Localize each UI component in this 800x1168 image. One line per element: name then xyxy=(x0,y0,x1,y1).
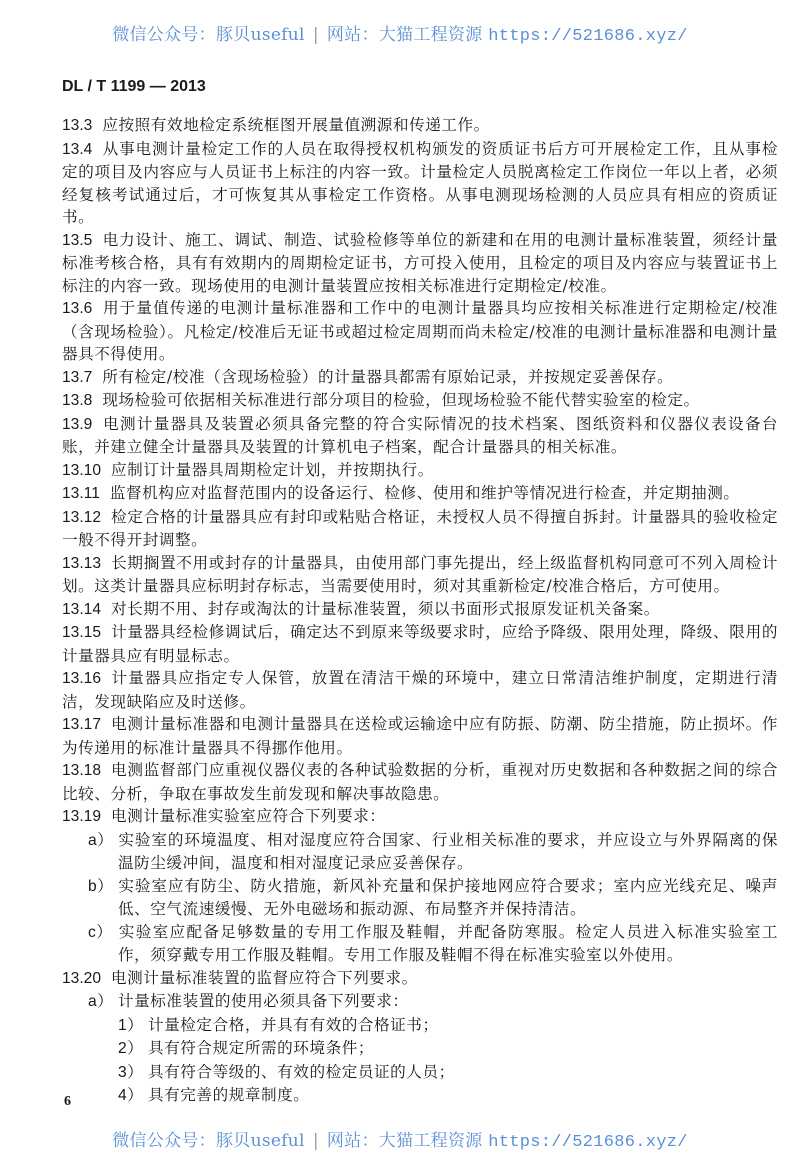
clause-text: 电测计量标准装置的监督应符合下列要求。 xyxy=(111,968,418,987)
clause-13-20-subitem xyxy=(62,1061,778,1085)
item-label: 3） xyxy=(118,1063,144,1081)
clause-13-17 xyxy=(62,713,778,759)
clause-text: 用于量值传递的电测计量标准器和工作中的电测计量器具均应按相关标准进行定期检定/校准（含现场检验）。凡检定/校准后无证书或超过检定周期而尚未检定/校准的电测计量标准器和电测计量器具不得使用。 xyxy=(62,299,778,363)
item-text: 计量标准装置的使用必须具备下列要求： xyxy=(118,992,409,1010)
item-label: c） xyxy=(88,923,113,941)
clause-number: 13.20 xyxy=(62,969,102,987)
item-text: 具有完善的规章制度。 xyxy=(148,1086,310,1104)
watermark-bottom xyxy=(0,1126,800,1152)
clause-13-7 xyxy=(62,366,778,390)
watermark-top xyxy=(0,20,800,46)
clause-number: 13.19 xyxy=(62,808,102,825)
item-label: 4） xyxy=(118,1087,144,1104)
clause-13-19-item xyxy=(62,875,778,921)
clause-number: 13.9 xyxy=(62,415,93,433)
clause-text: 监督机构应对监督范围内的设备运行、检修、使用和维护等情况进行检查，并定期抽测。 xyxy=(109,484,740,502)
clause-13-20-subitem xyxy=(62,1014,778,1038)
watermark-site: 网站：大猫工程资源 xyxy=(326,1131,483,1151)
clause-text: 从事电测计量检定工作的人员在取得授权机构颁发的资质证书后方可开展检定工作，且从事检定的项目及内容应与人员证书上标注的内容一致。计量检定人员脱离检定工作岗位一年以上者，必须经复核考试通过后，才可恢复其从事检定工作资格。从事电测现场检测的人员应具有相应的资质证书。 xyxy=(62,139,778,226)
item-label: b） xyxy=(88,877,114,895)
clause-number: 13.4 xyxy=(62,140,93,158)
clause-13-5 xyxy=(62,229,778,298)
item-label: a） xyxy=(88,993,114,1010)
item-label: 1） xyxy=(118,1016,144,1034)
clause-13-15 xyxy=(62,621,778,667)
item-text: 计量检定合格，并具有有效的合格证书； xyxy=(148,1015,439,1034)
clause-13-8 xyxy=(62,389,778,413)
clause-text: 所有检定/校准（含现场检验）的计量器具都需有原始记录，并按规定妥善保存。 xyxy=(102,367,674,386)
watermark-wechat: 微信公众号：豚贝useful xyxy=(112,25,305,45)
clause-number: 13.13 xyxy=(62,554,102,572)
watermark-url: https://521686.xyz/ xyxy=(488,27,688,46)
clause-13-19 xyxy=(62,805,778,829)
item-label: 2） xyxy=(118,1040,144,1057)
item-text: 具有符合规定所需的环境条件； xyxy=(148,1039,375,1057)
clause-number: 13.10 xyxy=(62,461,102,479)
clause-text: 对长期不用、封存或淘汰的计量标准装置，须以书面形式报原发证机关备案。 xyxy=(111,599,660,618)
clause-number: 13.11 xyxy=(62,485,100,502)
clause-number: 13.7 xyxy=(62,368,93,386)
page-number: 6 xyxy=(64,1094,71,1109)
clause-number: 13.17 xyxy=(62,716,102,733)
clause-13-20 xyxy=(62,967,778,991)
item-label: a） xyxy=(88,831,114,849)
clause-13-18 xyxy=(62,759,778,805)
clause-13-4 xyxy=(62,138,778,229)
clause-13-19-item xyxy=(62,829,778,875)
clause-13-13 xyxy=(62,552,778,598)
clause-text: 应制订计量器具周期检定计划，并按期执行。 xyxy=(111,460,434,479)
item-text: 具有符合等级的、有效的检定员证的人员； xyxy=(148,1062,455,1081)
clause-13-6 xyxy=(62,297,778,366)
clause-text: 计量器具经检修调试后，确定达不到原来等级要求时，应给予降级、限用处理，降级、限用的计量器具应有明显标志。 xyxy=(62,623,778,665)
clause-number: 13.14 xyxy=(62,600,102,618)
clause-number: 13.12 xyxy=(62,508,102,526)
clause-text: 电力设计、施工、调试、制造、试验检修等单位的新建和在用的电测计量标准装置，须经计量标准考核合格，具有有效期内的周期检定证书，方可投入使用，且检定的项目及内容应与装置证书上标注的内容一致。现场使用的电测计量装置应按相关标准进行定期检定/校准。 xyxy=(62,230,778,295)
clause-text: 电测计量标准实验室应符合下列要求： xyxy=(111,807,386,825)
clause-13-12 xyxy=(62,506,778,552)
clause-13-19-item xyxy=(62,921,778,967)
clause-text: 现场检验可依据相关标准进行部分项目的检验，但现场检验不能代替实验室的检定。 xyxy=(102,391,700,409)
clause-number: 13.16 xyxy=(62,670,102,687)
clause-text: 电测计量器具及装置必须具备完整的符合实际情况的技术档案、图纸资料和仪器仪表设备台账，并建立健全计量器具及装置的计算机电子档案，配合计量器具的相关标准。 xyxy=(62,414,778,456)
watermark-wechat: 微信公众号：豚贝useful xyxy=(112,1131,305,1151)
clause-13-20-subitem xyxy=(62,1084,778,1108)
clause-text: 电测计量标准器和电测计量器具在送检或运输途中应有防振、防潮、防尘措施，防止损坏。作为传递用的标准计量器具不得挪作他用。 xyxy=(62,715,778,757)
clause-13-3 xyxy=(62,114,778,138)
clause-text: 应按照有效地检定系统框图开展量值溯源和传递工作。 xyxy=(102,116,490,134)
clause-13-9 xyxy=(62,413,778,459)
clause-13-10 xyxy=(62,459,778,483)
item-text: 实验室应配备足够数量的专用工作服及鞋帽，并配备防寒服。检定人员进入标准实验室工作，须穿戴专用工作服及鞋帽。专用工作服及鞋帽不得在标准实验室以外使用。 xyxy=(118,922,778,964)
clause-number: 13.6 xyxy=(62,300,93,317)
clause-text: 电测监督部门应重视仪器仪表的各种试验数据的分析，重视对历史数据和各种数据之间的综合比较、分析，争取在事故发生前发现和解决事故隐患。 xyxy=(62,761,778,803)
clause-number: 13.18 xyxy=(62,762,102,779)
item-text: 实验室应有防尘、防火措施，新风补充量和保护接地网应符合要求；室内应光线充足、噪声低、空气流速缓慢、无外电磁场和振动源、布局整齐并保持清洁。 xyxy=(118,876,778,918)
clause-number: 13.8 xyxy=(62,392,93,409)
clause-13-14 xyxy=(62,598,778,622)
clause-text: 长期搁置不用或封存的计量器具，由使用部门事先提出，经上级监督机构同意可不列入周检计划。这类计量器具应标明封存标志，当需要使用时，须对其重新检定/校准合格后，方可使用。 xyxy=(62,553,778,595)
standard-code: DL / T 1199 — 2013 xyxy=(62,78,206,95)
document-body xyxy=(62,114,778,1108)
clause-13-20-subitem xyxy=(62,1037,778,1061)
clause-number: 13.5 xyxy=(62,231,93,249)
clause-13-11 xyxy=(62,482,778,506)
watermark-url: https://521686.xyz/ xyxy=(488,1133,688,1152)
watermark-separator: | xyxy=(312,25,319,45)
clause-text: 计量器具应指定专人保管，放置在清洁干燥的环境中，建立日常清洁维护制度，定期进行清洁，发现缺陷应及时送修。 xyxy=(62,669,778,711)
watermark-separator: | xyxy=(312,1131,319,1151)
clause-number: 13.3 xyxy=(62,117,93,134)
clause-13-16 xyxy=(62,667,778,713)
clause-text: 检定合格的计量器具应有封印或粘贴合格证，未授权人员不得擅自拆封。计量器具的验收检定一般不得开封调整。 xyxy=(62,507,778,549)
watermark-site: 网站：大猫工程资源 xyxy=(326,25,483,45)
clause-number: 13.15 xyxy=(62,624,102,641)
item-text: 实验室的环境温度、相对湿度应符合国家、行业相关标准的要求，并应设立与外界隔离的保温防尘缓冲间，温度和相对湿度记录应妥善保存。 xyxy=(118,830,778,872)
clause-13-20-item-a xyxy=(62,990,778,1014)
